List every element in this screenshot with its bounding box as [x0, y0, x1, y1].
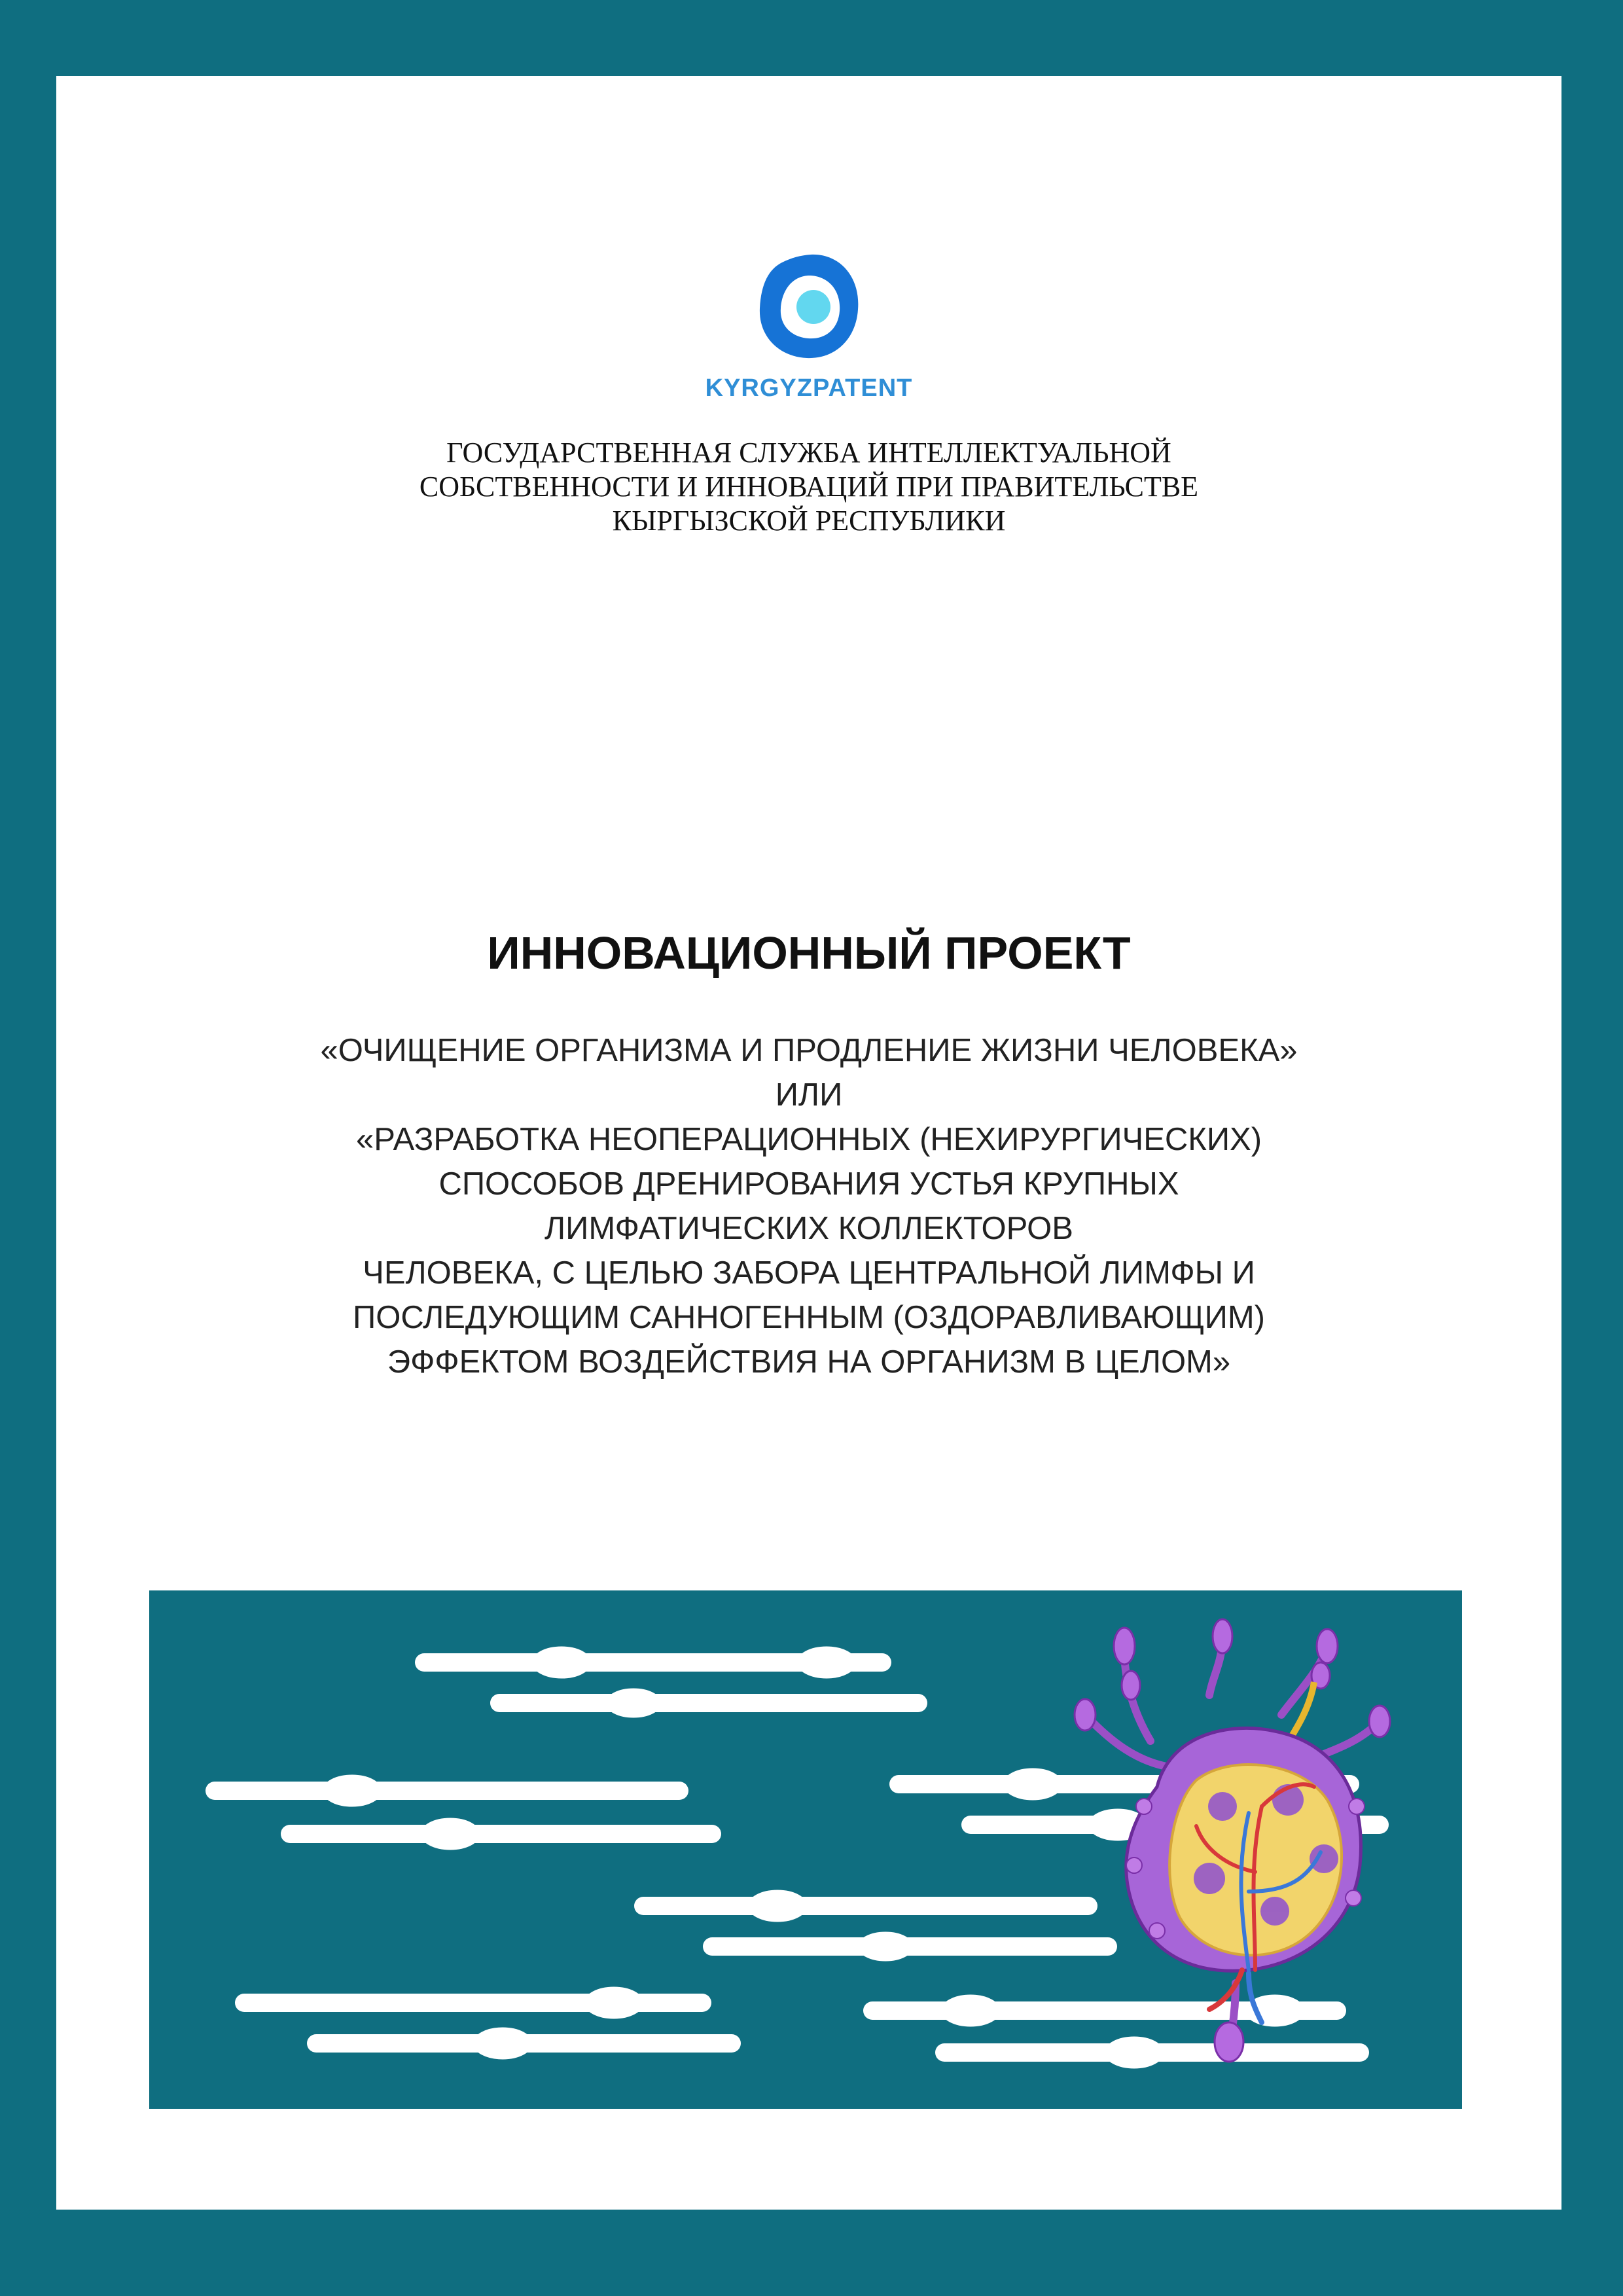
description-line: ПОСЛЕДУЮЩИМ САННОГЕННЫМ (ОЗДОРАВЛИВАЮЩИМ): [352, 1300, 1265, 1335]
banner-illustration: [149, 1590, 1462, 2109]
description-line: ИЛИ: [775, 1077, 843, 1113]
agency-line: КЫРГЫЗСКОЙ РЕСПУБЛИКИ: [612, 505, 1006, 537]
banner-artwork: [149, 1590, 1462, 2109]
document-title: ИННОВАЦИОННЫЙ ПРОЕКТ: [487, 927, 1131, 978]
project-description: [56, 1028, 1561, 1384]
agency-line: СОБСТВЕННОСТИ И ИННОВАЦИЙ ПРИ ПРАВИТЕЛЬСТВЕ: [419, 471, 1199, 503]
description-line: ЭФФЕКТОМ ВОЗДЕЙСТВИЯ НА ОРГАНИЗМ В ЦЕЛОМ»: [387, 1344, 1231, 1380]
agency-name: [56, 436, 1561, 538]
logo-wordmark: KYRGYZPATENT: [705, 374, 913, 402]
description-line: «РАЗРАБОТКА НЕОПЕРАЦИОННЫХ (НЕХИРУРГИЧЕСКИХ): [355, 1122, 1262, 1157]
description-line: ЛИМФАТИЧЕСКИХ КОЛЛЕКТОРОВ: [544, 1211, 1073, 1246]
description-line: СПОСОБОВ ДРЕНИРОВАНИЯ УСТЬЯ КРУПНЫХ: [438, 1166, 1179, 1202]
description-line: ЧЕЛОВЕКА, С ЦЕЛЬЮ ЗАБОРА ЦЕНТРАЛЬНОЙ ЛИМФЫ И: [363, 1255, 1255, 1291]
agency-line: ГОСУДАРСТВЕННАЯ СЛУЖБА ИНТЕЛЛЕКТУАЛЬНОЙ: [446, 437, 1171, 469]
kyrgyzpatent-logo: [56, 249, 1561, 403]
description-line: «ОЧИЩЕНИЕ ОРГАНИЗМА И ПРОДЛЕНИЕ ЖИЗНИ ЧЕЛОВЕКА»: [320, 1033, 1298, 1068]
cover-page: [56, 76, 1561, 2210]
kyrgyzpatent-emblem-icon: [753, 249, 865, 364]
